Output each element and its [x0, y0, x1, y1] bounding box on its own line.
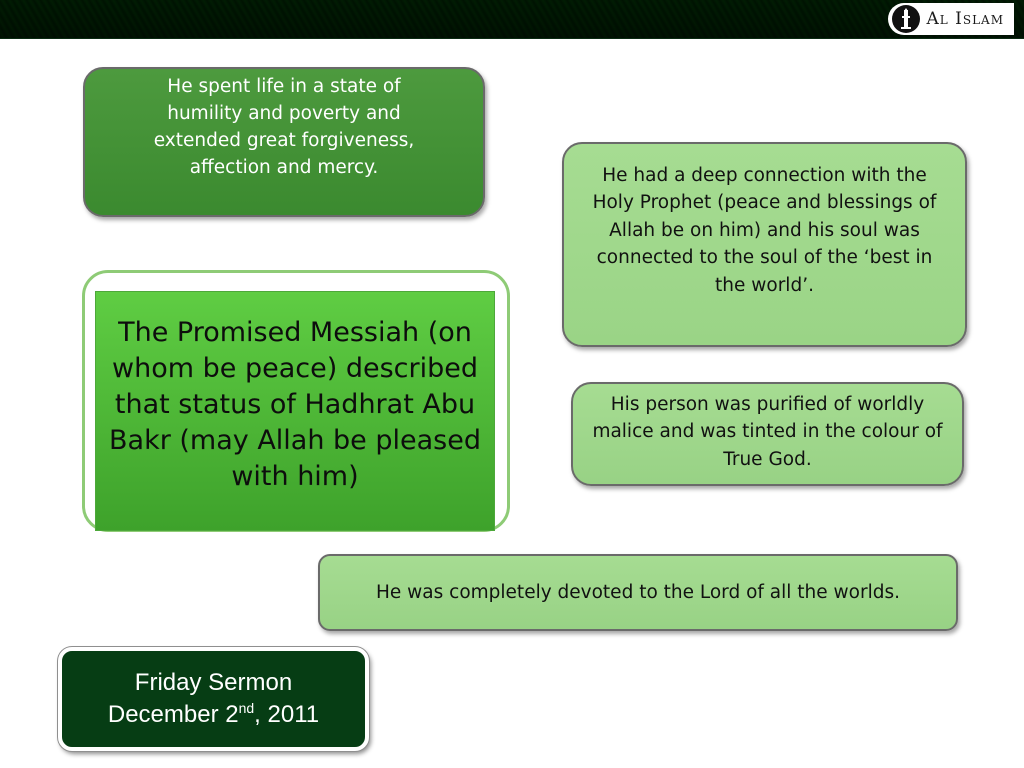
sermon-title: Friday Sermon — [134, 669, 293, 696]
sermon-date-prefix: December 2 — [107, 701, 239, 728]
header-band — [0, 0, 1024, 39]
purified-box — [571, 382, 964, 486]
sermon-box — [58, 647, 369, 751]
connection-box — [562, 142, 967, 347]
logo-text: Al Islam — [926, 9, 1004, 29]
devoted-box — [318, 554, 958, 631]
sermon-date-suffix: , 2011 — [254, 701, 320, 728]
minaret-icon — [892, 5, 920, 33]
humility-box — [83, 67, 485, 217]
purified-text: His person was purified of worldly malice and was tinted in the colour of True God. — [592, 393, 943, 470]
sermon-date — [108, 699, 319, 731]
messiah-text: The Promised Messiah (on whom be peace) described that status of Hadhrat Abu Bakr (may Allah be pleased with him) — [109, 317, 481, 492]
connection-text: He had a deep connection with the Holy Prophet (peace and blessings of Allah be on him) and his soul was connected to the soul of the ‘best in the world’. — [592, 164, 937, 296]
sermon-date-sup: nd — [238, 700, 255, 716]
humility-text: He spent life in a state of humility and poverty and extended great forgiveness, affection and mercy. — [153, 76, 415, 178]
devoted-text: He was completely devoted to the Lord of all the worlds. — [376, 581, 900, 603]
messiah-box — [96, 292, 494, 530]
al-islam-logo[interactable] — [888, 3, 1014, 35]
